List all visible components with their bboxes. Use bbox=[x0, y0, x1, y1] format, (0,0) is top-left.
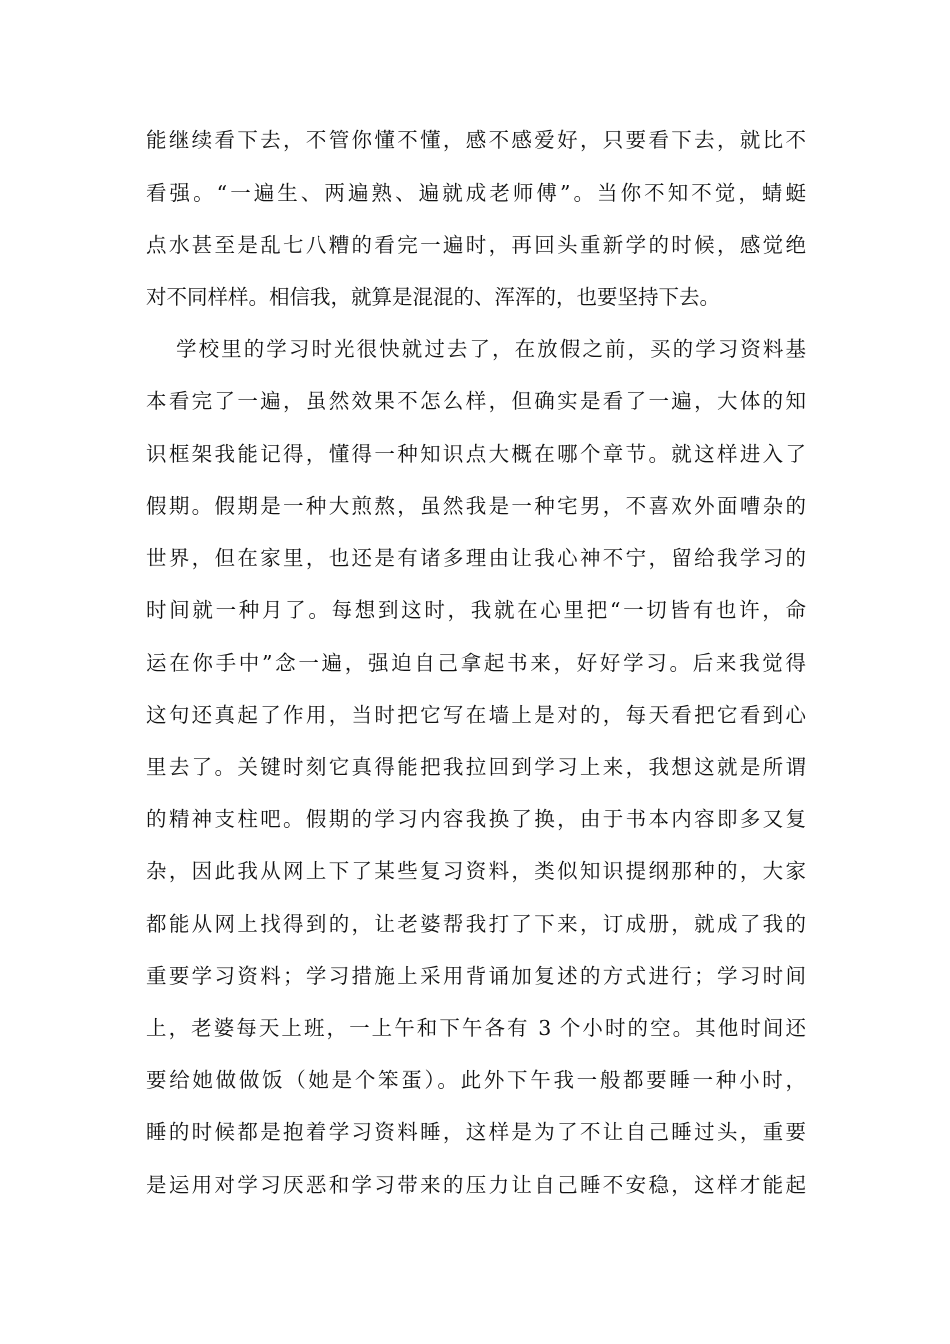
text-line: 假期。假期是一种大煎熬，虽然我是一种宅男，不喜欢外面嘈杂的 bbox=[146, 494, 806, 518]
text-line: 杂，因此我从网上下了某些复习资料，类似知识提纲那种的，大家 bbox=[146, 859, 806, 883]
text-line: 重要学习资料；学习措施上采用背诵加复述的方式进行；学习时间 bbox=[146, 964, 806, 988]
text-line: 的精神支柱吧。假期的学习内容我换了换，由于书本内容即多又复 bbox=[146, 807, 806, 831]
text-line: 能继续看下去，不管你懂不懂，感不感爱好，只要看下去，就比不 bbox=[146, 128, 806, 152]
text-line: 这句还真起了作用，当时把它写在墙上是对的，每天看把它看到心 bbox=[146, 703, 806, 727]
text-line: 对不同样样。相信我，就算是混混的、浑浑的，也要坚持下去。 bbox=[146, 285, 720, 309]
text-line: 运在你手中”念一遍，强迫自己拿起书来，好好学习。后来我觉得 bbox=[146, 651, 806, 675]
text-line: 看强。“一遍生、两遍熟、遍就成老师傅”。当你不知不觉，蜻蜓 bbox=[146, 181, 806, 205]
text-line: 时间就一种月了。每想到这时，我就在心里把“一切皆有也许，命 bbox=[146, 598, 806, 622]
text-line: 识框架我能记得，懂得一种知识点大概在哪个章节。就这样进入了 bbox=[146, 442, 806, 466]
paragraph-first-line: 学校里的学习时光很快就过去了，在放假之前，买的学习资料基 bbox=[176, 337, 806, 361]
text-line: 要给她做做饭（她是个笨蛋）。此外下午我一般都要睡一种小时， bbox=[146, 1068, 806, 1092]
text-line: 是运用对学习厌恶和学习带来的压力让自己睡不安稳，这样才能起 bbox=[146, 1173, 806, 1197]
text-line: 睡的时候都是抱着学习资料睡，这样是为了不让自己睡过头，重要 bbox=[146, 1120, 806, 1144]
text-line: 本看完了一遍，虽然效果不怎么样，但确实是看了一遍，大体的知 bbox=[146, 389, 806, 413]
text-line: 世界，但在家里，也还是有诸多理由让我心神不宁，留给我学习的 bbox=[146, 546, 806, 570]
text-line: 点水甚至是乱七八糟的看完一遍时，再回头重新学的时候，感觉绝 bbox=[146, 233, 806, 257]
text-line: 里去了。关键时刻它真得能把我拉回到学习上来，我想这就是所谓 bbox=[146, 755, 806, 779]
text-line: 上，老婆每天上班，一上午和下午各有 3 个小时的空。其他时间还 bbox=[146, 1016, 806, 1040]
text-line: 都能从网上找得到的，让老婆帮我打了下来，订成册，就成了我的 bbox=[146, 912, 806, 936]
